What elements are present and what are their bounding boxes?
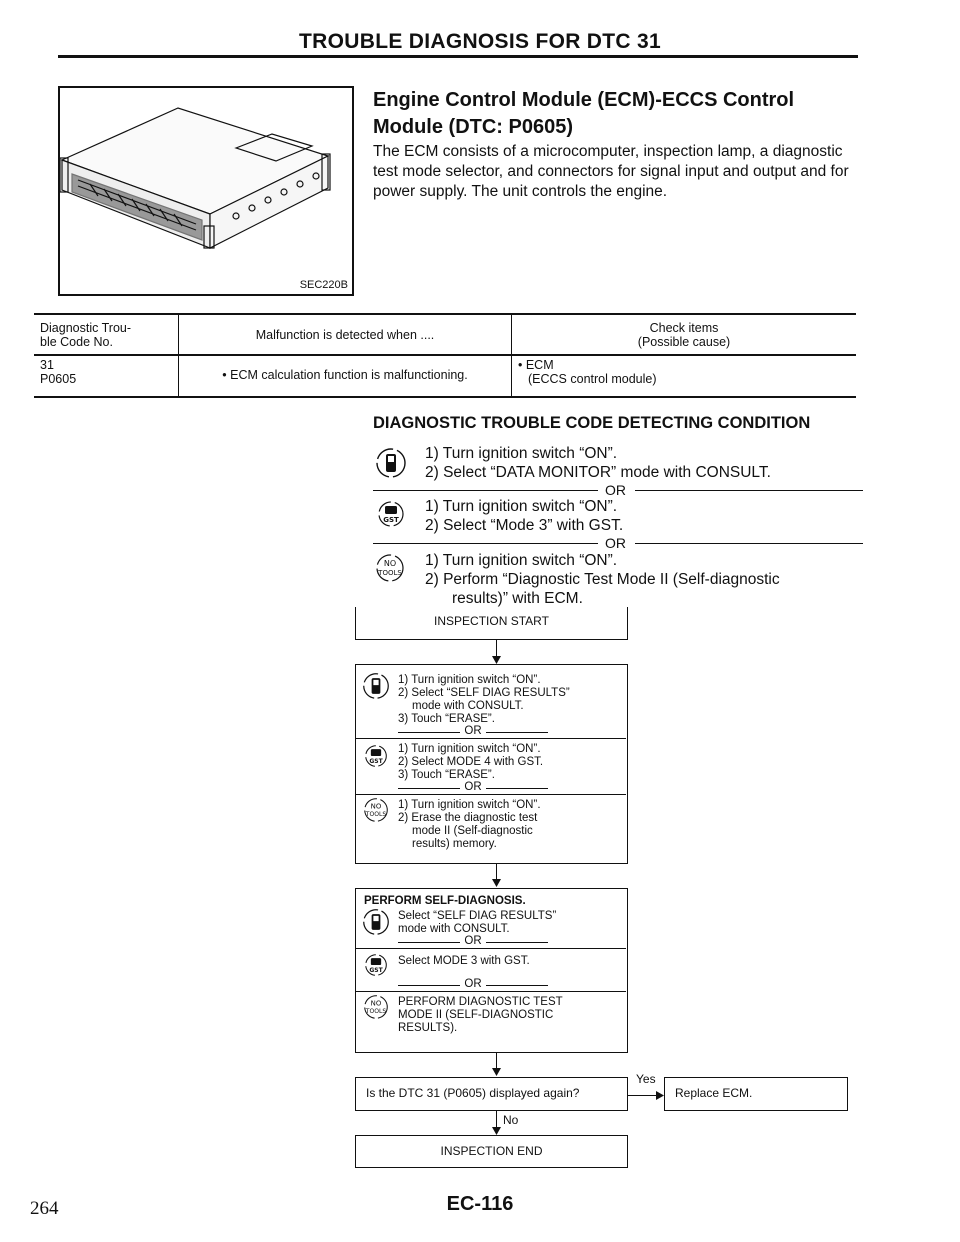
flow-erase-gst-3: 3) Touch “ERASE”.	[398, 769, 495, 781]
cell-malfunction: • ECM calculation function is malfunctioning.	[179, 355, 512, 397]
ecm-unit-illustration	[60, 88, 352, 294]
svg-text:GST: GST	[369, 966, 383, 974]
table-header-row	[34, 314, 856, 355]
svg-text:NO: NO	[383, 559, 397, 568]
flow-diag-consult-2: mode with CONSULT.	[398, 923, 510, 935]
header-malfunction: Malfunction is detected when ....	[179, 314, 512, 355]
condition-notools-step-2: 2) Perform “Diagnostic Test Mode II (Self-diagnostic	[425, 571, 780, 588]
condition-title: DIAGNOSTIC TROUBLE CODE DETECTING CONDITION	[373, 414, 811, 432]
flow-diag-gst-1: Select MODE 3 with GST.	[398, 955, 530, 967]
flow-erase-box	[355, 664, 628, 864]
cell-code	[34, 355, 179, 397]
flow-divider	[356, 991, 626, 992]
flow-no-label: No	[503, 1113, 519, 1127]
condition-consult-step-2: 2) Select “DATA MONITOR” mode with CONSULT.	[425, 464, 771, 481]
flow-diag-notools-1: PERFORM DIAGNOSTIC TEST	[398, 996, 563, 1008]
flow-arrowhead	[492, 1068, 501, 1076]
flow-question: Is the DTC 31 (P0605) displayed again?	[366, 1086, 580, 1100]
flow-arrowhead	[492, 656, 501, 664]
flow-erase-gst-1: 1) Turn ignition switch “ON”.	[398, 743, 541, 755]
flow-divider	[356, 948, 626, 949]
header-check-line-1: Check items	[649, 320, 719, 335]
no-tools-icon	[375, 553, 405, 583]
title-divider	[58, 55, 858, 58]
header-check-line-2: (Possible cause)	[637, 334, 731, 349]
header-code	[34, 314, 179, 355]
no-tools-icon	[363, 994, 389, 1020]
flow-erase-consult-4: 3) Touch “ERASE”.	[398, 713, 495, 725]
condition-notools-step-1: 1) Turn ignition switch “ON”.	[425, 552, 618, 569]
figure-code: SEC220B	[299, 279, 348, 291]
flow-erase-notools-3: mode II (Self-diagnostic	[412, 825, 533, 837]
or-label: OR	[605, 482, 626, 498]
ecm-figure	[58, 86, 354, 296]
consult-icon	[375, 447, 407, 479]
flow-diag-consult-1: Select “SELF DIAG RESULTS”	[398, 910, 557, 922]
svg-text:TOOLS: TOOLS	[378, 569, 402, 577]
check-item-line-2: (ECCS control module)	[528, 372, 657, 386]
or-rule-left	[373, 490, 598, 491]
flow-erase-notools-4: results) memory.	[412, 838, 497, 850]
check-item-line-1: • ECM	[518, 358, 554, 372]
consult-icon	[362, 672, 390, 700]
section-description: The ECM consists of a microcomputer, inspection lamp, a diagnostic test mode selector, and connectors for signal input and output and for power supply. The unit controls the engine.	[373, 143, 849, 200]
flow-erase-consult-1: 1) Turn ignition switch “ON”.	[398, 674, 541, 686]
header-code-line-2: ble Code No.	[40, 334, 113, 349]
no-tools-icon	[363, 797, 389, 823]
svg-text:NO: NO	[370, 999, 382, 1008]
page-title: TROUBLE DIAGNOSIS FOR DTC 31	[299, 30, 661, 53]
gst-icon	[364, 744, 388, 768]
section-title	[373, 87, 863, 141]
dtc-number: 31	[40, 358, 54, 372]
or-rule-right	[635, 490, 863, 491]
flow-yes-label: Yes	[636, 1072, 656, 1086]
condition-gst-step-2: 2) Select “Mode 3” with GST.	[425, 517, 624, 534]
flow-end-label: INSPECTION END	[440, 1144, 543, 1158]
svg-text:TOOLS: TOOLS	[365, 1008, 387, 1016]
flow-replace-label: Replace ECM.	[675, 1086, 753, 1100]
svg-text:GST: GST	[383, 516, 399, 524]
flow-start-label: INSPECTION START	[434, 614, 549, 628]
section-title-line-1: Engine Control Module (ECM)-ECCS Control	[373, 89, 795, 111]
flow-start-box	[355, 607, 628, 640]
or-rule-right	[635, 543, 863, 544]
flow-end-box	[355, 1135, 628, 1168]
svg-text:GST: GST	[369, 757, 383, 765]
flow-arrowhead	[492, 1127, 501, 1135]
flow-question-box	[355, 1077, 628, 1111]
header-code-line-1: Diagnostic Trou-	[40, 320, 132, 335]
flow-diag-notools-2: MODE II (SELF-DIAGNOSTIC	[398, 1009, 554, 1021]
condition-gst-step-1: 1) Turn ignition switch “ON”.	[425, 498, 618, 515]
or-label: OR	[460, 781, 485, 793]
section-title-line-2: Module (DTC: P0605)	[373, 116, 574, 138]
flow-erase-gst-2: 2) Select MODE 4 with GST.	[398, 756, 544, 768]
flow-erase-notools-1: 1) Turn ignition switch “ON”.	[398, 799, 541, 811]
or-label: OR	[460, 935, 485, 947]
flow-divider	[356, 738, 626, 739]
flow-diag-notools-3: RESULTS).	[398, 1022, 458, 1034]
table-row	[34, 355, 856, 397]
flow-divider	[356, 794, 626, 795]
or-separator	[373, 534, 863, 552]
cell-check-items	[512, 355, 857, 397]
flow-self-diagnosis-box	[355, 888, 628, 1053]
or-rule-left	[373, 543, 598, 544]
header-check-items	[512, 314, 857, 355]
flow-erase-notools-2: 2) Erase the diagnostic test	[398, 812, 538, 824]
condition-consult-step-1: 1) Turn ignition switch “ON”.	[425, 445, 618, 462]
flow-self-diagnosis-title: PERFORM SELF-DIAGNOSIS.	[364, 895, 526, 907]
dtc-pcode: P0605	[40, 372, 77, 386]
svg-text:NO: NO	[370, 802, 382, 811]
dtc-table	[34, 313, 856, 398]
gst-icon	[364, 953, 388, 977]
or-label: OR	[605, 535, 626, 551]
flow-arrowhead	[492, 879, 501, 887]
flow-replace-box	[664, 1077, 848, 1111]
flow-erase-consult-2: 2) Select “SELF DIAG RESULTS”	[398, 687, 570, 699]
flow-erase-consult-3: mode with CONSULT.	[412, 700, 524, 712]
section-code: EC-116	[446, 1193, 514, 1215]
or-label: OR	[460, 725, 485, 737]
svg-text:TOOLS: TOOLS	[365, 811, 387, 819]
flow-arrowhead	[656, 1091, 664, 1100]
condition-notools-step-2-cont: results)” with ECM.	[452, 590, 583, 607]
page-number: 264	[30, 1198, 59, 1219]
consult-icon	[362, 908, 390, 936]
or-label: OR	[460, 978, 485, 990]
gst-icon	[377, 500, 405, 528]
